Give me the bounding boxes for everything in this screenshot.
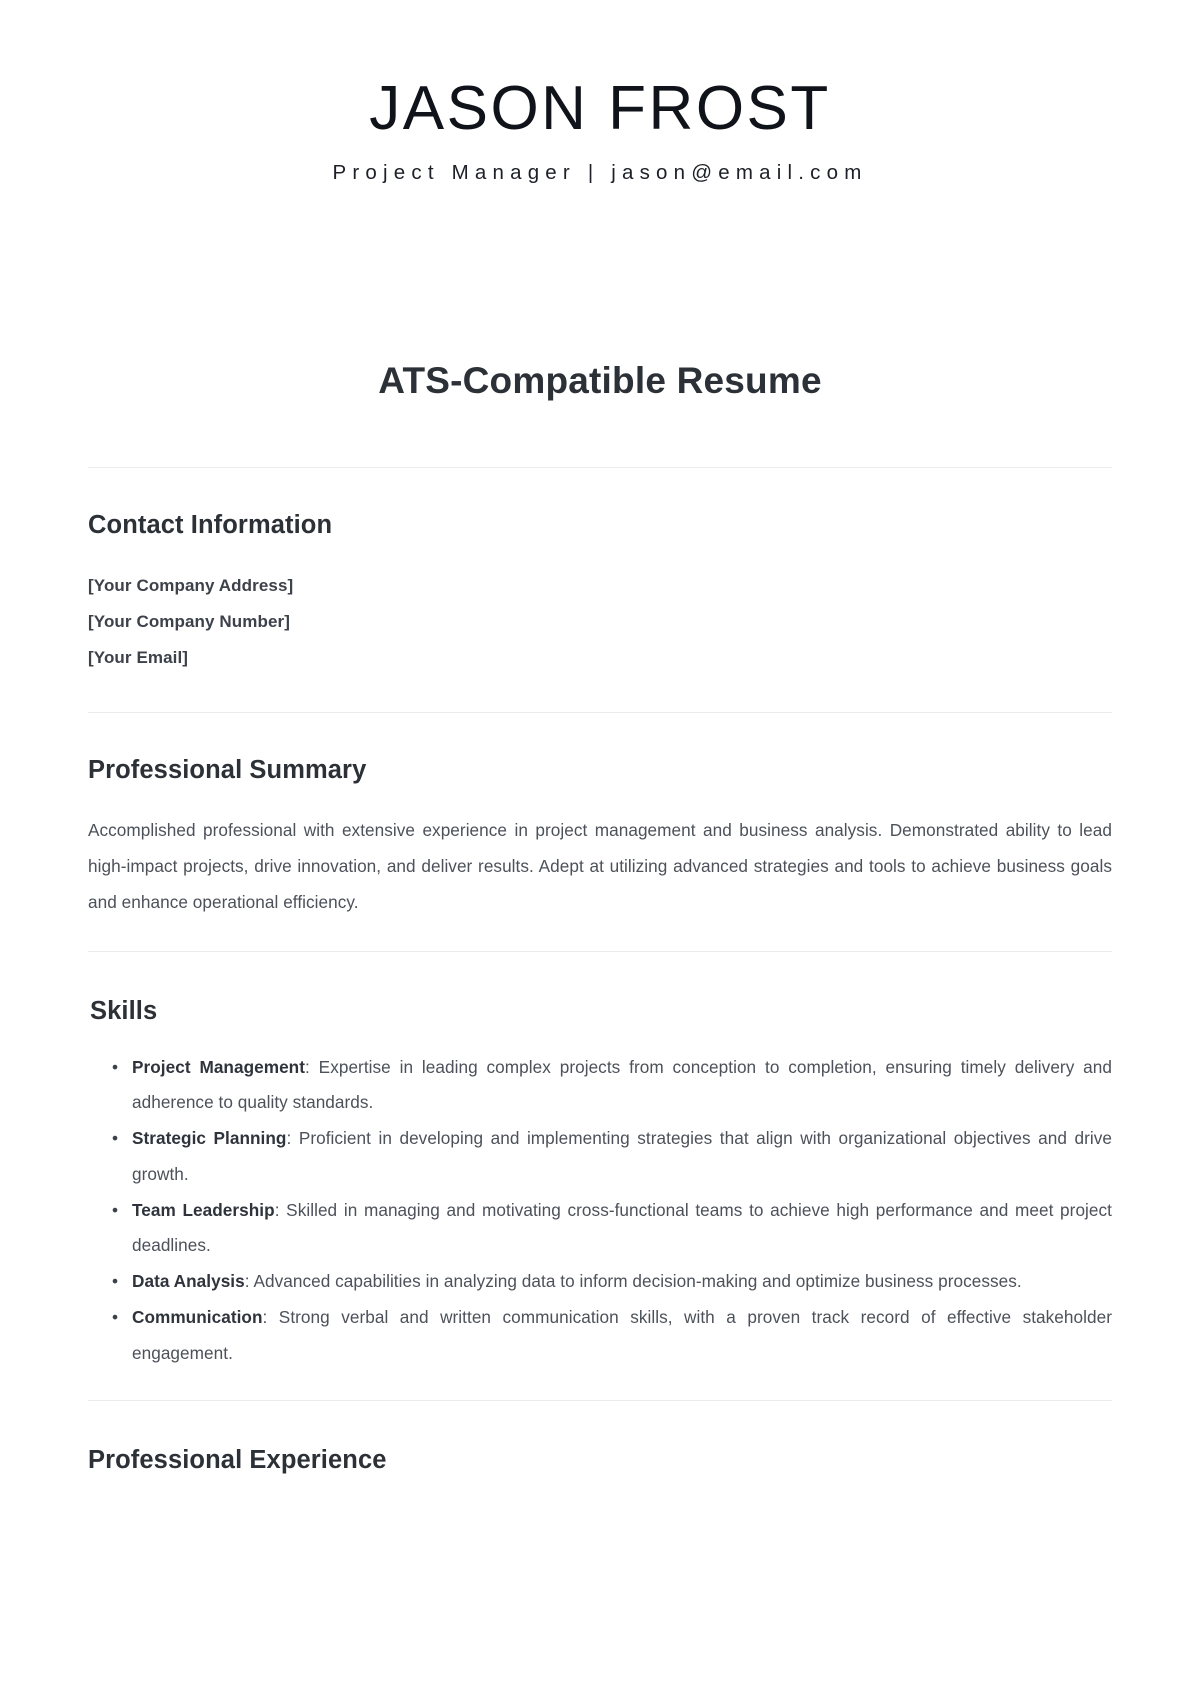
skill-description: Skilled in managing and motivating cross-functional teams to achieve high performance and meet project deadlines. xyxy=(132,1199,1112,1256)
candidate-name: JASON FROST xyxy=(369,74,831,143)
section-heading-experience: Professional Experience xyxy=(88,1445,387,1474)
skill-separator: : xyxy=(274,1199,280,1220)
document-body xyxy=(0,467,1200,1514)
section-heading-skills: Skills xyxy=(90,996,158,1025)
bullet-icon: • xyxy=(112,1128,119,1149)
skill-description: Strong verbal and written communication skills, with a proven track record of effective stakeholder engagement. xyxy=(132,1307,1112,1363)
bullet-icon: • xyxy=(112,1271,119,1292)
section-professional-experience xyxy=(88,1401,1112,1515)
skill-description: Expertise in leading complex projects from conception to completion, ensuring timely delivery and adherence to quality standards. xyxy=(132,1056,1113,1113)
section-heading-summary: Professional Summary xyxy=(88,756,367,785)
letterhead xyxy=(0,0,1200,187)
contact-line-email: [Your Email] xyxy=(88,648,189,668)
skill-description: Proficient in developing and implementing strategies that align with organizational objectives and drive growth. xyxy=(132,1128,1113,1184)
section-heading-contact: Contact Information xyxy=(88,511,333,540)
list-item xyxy=(112,1300,1112,1372)
skill-separator: : xyxy=(286,1128,292,1149)
list-item xyxy=(112,1121,1112,1193)
skill-term: Team Leadership xyxy=(132,1199,275,1220)
candidate-tagline: Project Manager | jason@email.com xyxy=(332,161,868,185)
skill-term: Project Management xyxy=(132,1056,306,1077)
bullet-icon: • xyxy=(112,1307,119,1327)
list-item xyxy=(112,1050,1112,1122)
section-professional-summary xyxy=(88,713,1112,950)
skill-separator: : xyxy=(262,1307,268,1327)
skill-term: Communication xyxy=(132,1307,263,1327)
skills-list xyxy=(88,1050,1112,1372)
list-item xyxy=(112,1193,1112,1265)
section-skills xyxy=(88,952,1112,1400)
page-title: ATS-Compatible Resume xyxy=(378,360,822,402)
bullet-icon: • xyxy=(112,1056,119,1077)
contact-line-address: [Your Company Address] xyxy=(88,576,294,596)
section-contact-information xyxy=(88,468,1112,712)
contact-lines xyxy=(88,568,1112,676)
summary-paragraph: Accomplished professional with extensive experience in project management and business analysis. Demonstrated ability to lead high-impact projects, drive innovation, and deliver results. Adept at utilizing advanced strategies and tools to achieve business goals and enhance operational efficiency. xyxy=(88,820,1112,912)
skill-term: Strategic Planning xyxy=(132,1128,287,1149)
skill-separator: : xyxy=(244,1271,250,1292)
skill-term: Data Analysis xyxy=(132,1271,245,1292)
skill-description: Advanced capabilities in analyzing data to inform decision-making and optimize business processes. xyxy=(249,1271,1022,1292)
contact-line-number: [Your Company Number] xyxy=(88,612,291,632)
skill-separator: : xyxy=(305,1056,310,1077)
list-item xyxy=(112,1264,1112,1300)
bullet-icon: • xyxy=(112,1199,119,1220)
